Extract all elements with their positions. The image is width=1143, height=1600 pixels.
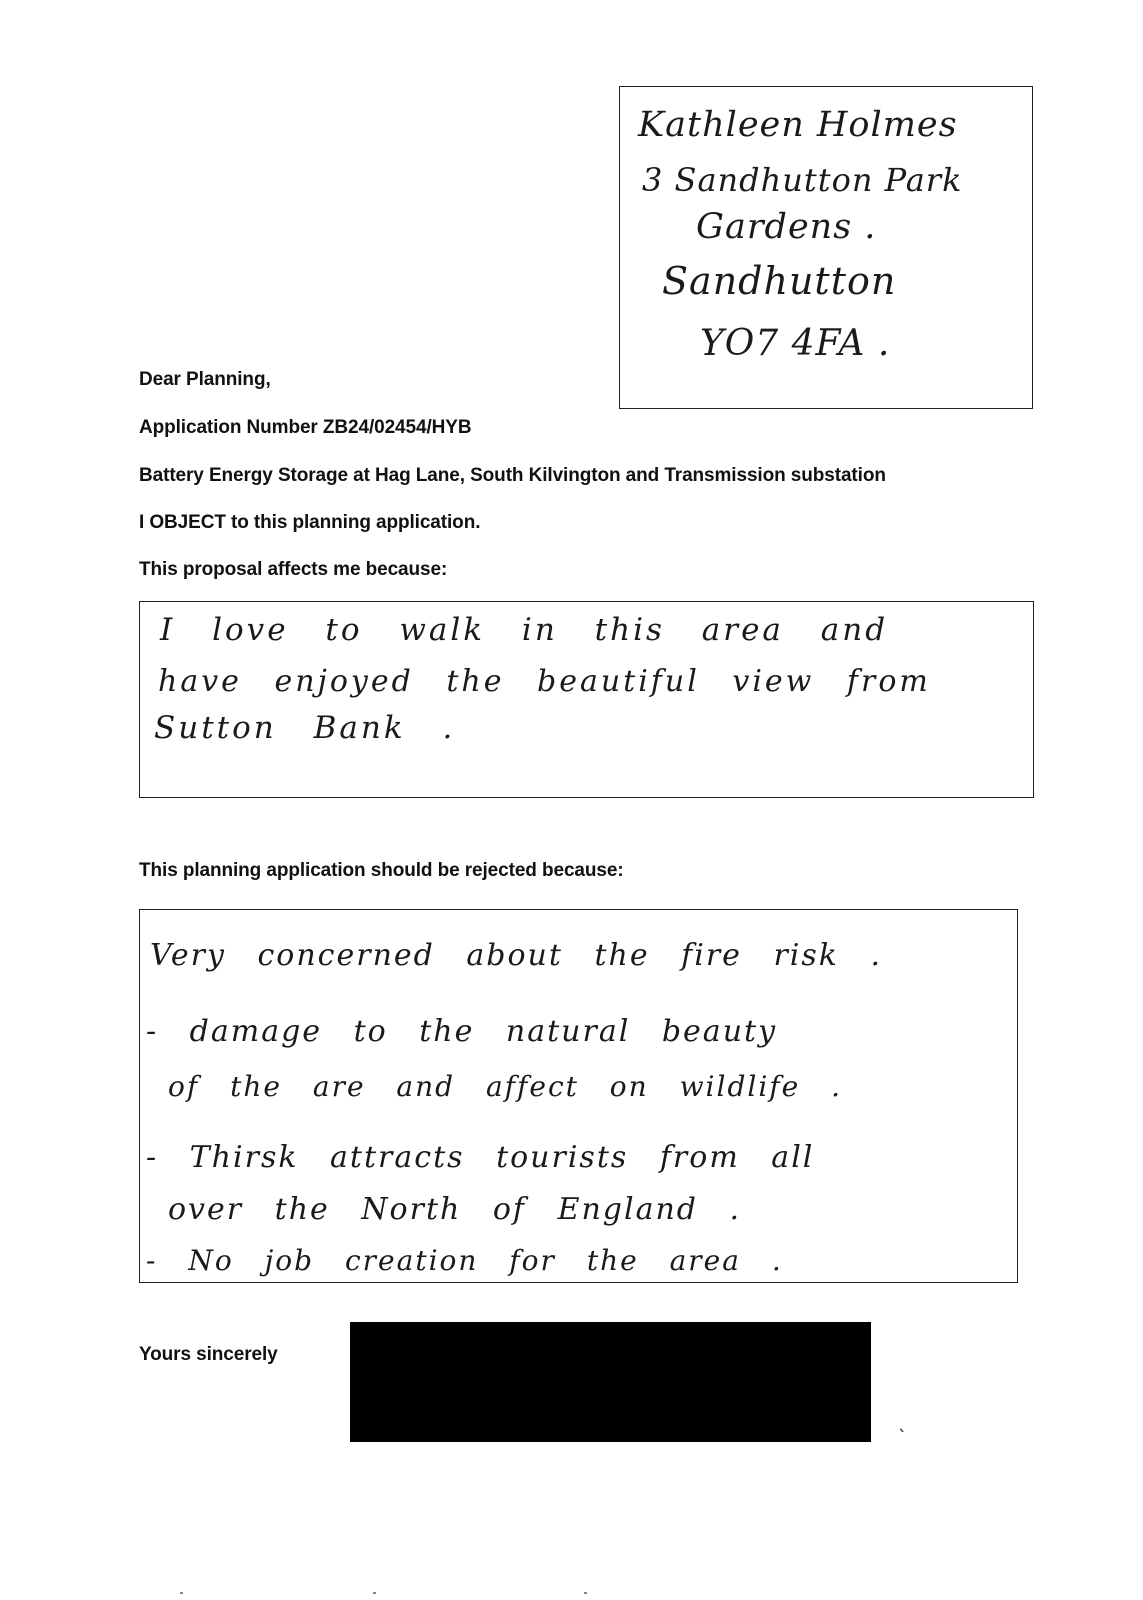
stray-mark: ` xyxy=(898,1427,907,1448)
address-postcode: YO7 4FA . xyxy=(700,323,891,364)
address-name: Kathleen Holmes xyxy=(638,105,958,145)
proposal-subject: Battery Energy Storage at Hag Lane, South Kilvington and Transmission substation xyxy=(139,465,886,486)
scan-speck xyxy=(373,1592,376,1594)
reason-line: Very concerned about the fire risk . xyxy=(150,938,883,973)
rejected-heading: This planning application should be rejected because: xyxy=(139,860,624,881)
redacted-signature xyxy=(350,1322,871,1442)
affects-box xyxy=(139,601,1034,798)
address-box xyxy=(619,86,1033,409)
reason-line: - damage to the natural beauty xyxy=(146,1014,778,1049)
affects-line: I love to walk in this area and xyxy=(160,612,889,648)
affects-line: have enjoyed the beautiful view from xyxy=(158,664,931,699)
address-town: Sandhutton xyxy=(662,259,897,303)
reason-line: - Thirsk attracts tourists from all xyxy=(146,1140,815,1175)
address-gardens: Gardens . xyxy=(696,207,877,247)
affects-line: Sutton Bank . xyxy=(154,710,456,746)
application-number: Application Number ZB24/02454/HYB xyxy=(139,417,472,438)
scan-speck xyxy=(584,1592,587,1594)
reason-line: over the North of England . xyxy=(168,1192,742,1227)
reason-line: of the are and affect on wildlife . xyxy=(168,1070,843,1103)
address-street: 3 Sandhutton Park xyxy=(642,161,963,199)
greeting: Dear Planning, xyxy=(139,369,271,390)
affects-heading: This proposal affects me because: xyxy=(139,559,448,580)
objection-statement: I OBJECT to this planning application. xyxy=(139,512,481,533)
reason-line: - No job creation for the area . xyxy=(146,1244,783,1277)
closing: Yours sincerely xyxy=(139,1344,278,1365)
scan-speck xyxy=(180,1592,183,1594)
reasons-box xyxy=(139,909,1018,1283)
